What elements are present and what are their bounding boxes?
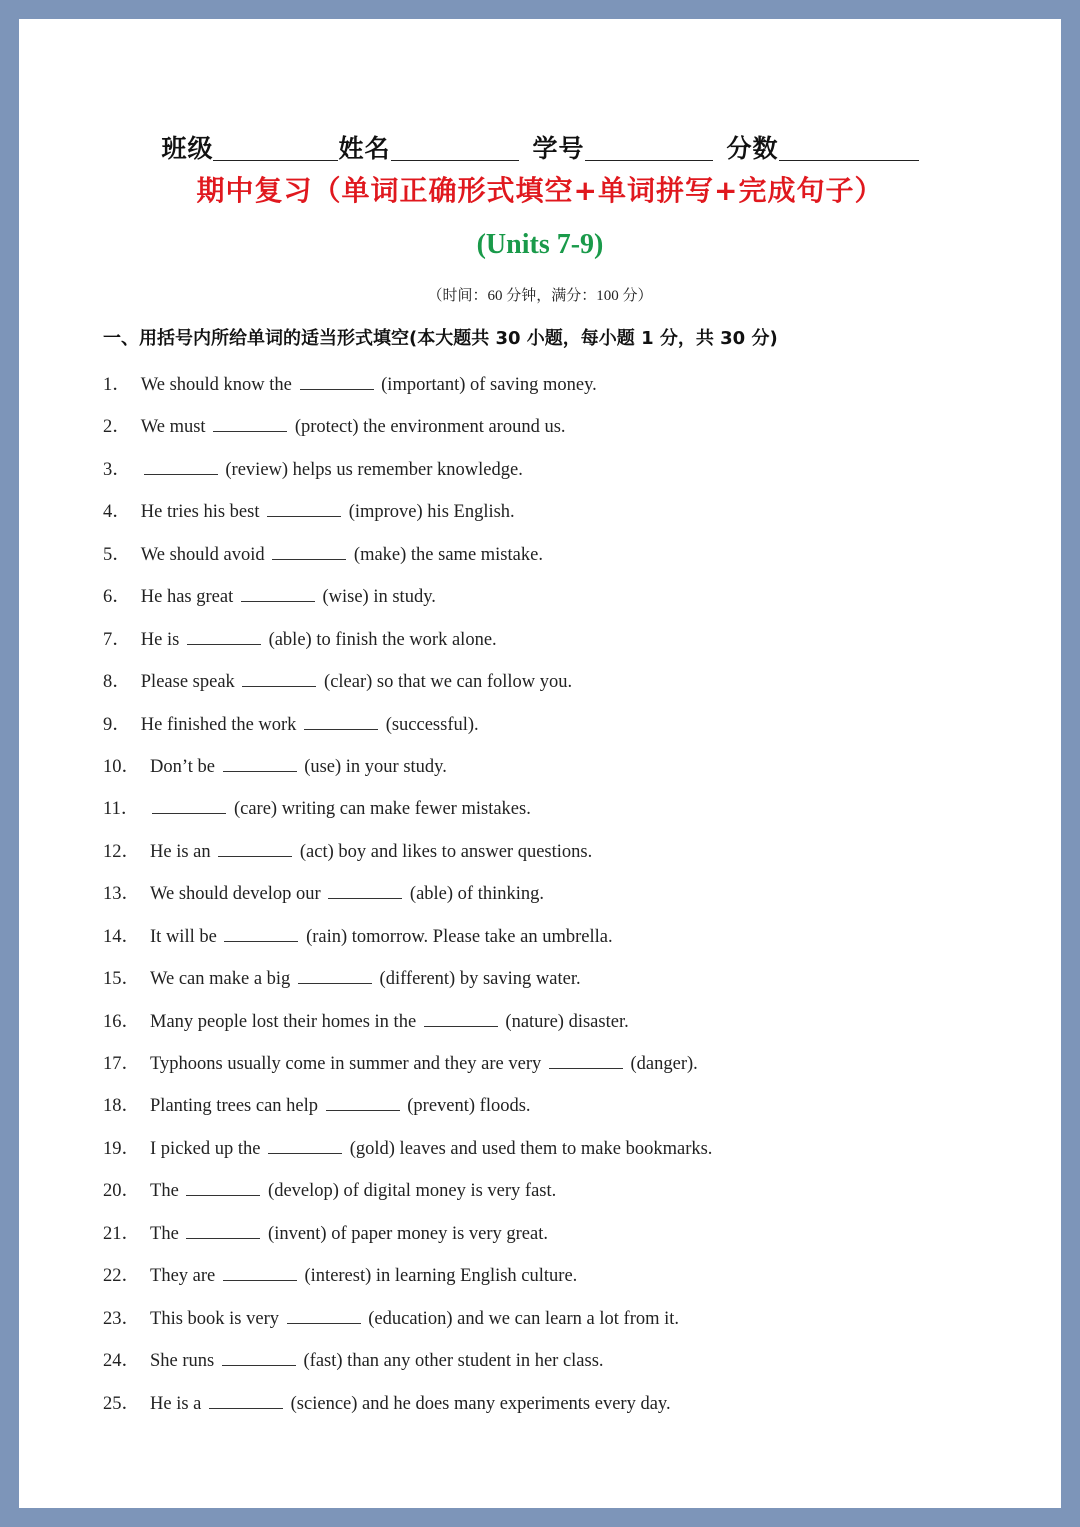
question-text-after: (danger). xyxy=(630,1054,698,1074)
question-item xyxy=(103,1043,1003,1085)
answer-blank[interactable] xyxy=(144,456,218,475)
question-number: 11． xyxy=(103,799,140,820)
question-text-before: We can make a big xyxy=(150,969,291,990)
question-text-before: We should know the xyxy=(140,375,292,395)
question-text-after: (clear) so that we can follow you. xyxy=(324,672,573,693)
answer-blank[interactable] xyxy=(152,795,226,814)
question-item xyxy=(103,788,1003,830)
question-text-after: (rain) tomorrow. Please take an umbrella. xyxy=(306,926,613,947)
name-field xyxy=(338,129,532,165)
question-item xyxy=(103,1085,1003,1127)
question-item xyxy=(103,661,1003,703)
question-number: 24． xyxy=(103,1351,141,1372)
question-item xyxy=(103,831,1003,873)
question-number: 6． xyxy=(103,587,131,608)
score-field xyxy=(727,129,919,165)
question-text-after: (gold) leaves and used them to make bookmarks. xyxy=(349,1138,713,1159)
score-label: 分数 xyxy=(726,134,779,163)
question-text-before: He has great xyxy=(140,587,234,608)
question-text-after: (use) in your study. xyxy=(304,756,447,777)
question-text-before: He is a xyxy=(150,1393,202,1414)
answer-blank[interactable] xyxy=(424,1008,498,1027)
class-blank[interactable] xyxy=(213,159,338,161)
question-number: 7． xyxy=(103,629,131,650)
answer-blank[interactable] xyxy=(187,626,261,645)
answer-blank[interactable] xyxy=(300,371,374,390)
question-text-before: Don’t be xyxy=(150,756,215,777)
question-text-after: (care) writing can make fewer mistakes. xyxy=(233,799,531,820)
question-list xyxy=(103,364,1003,1425)
question-text-before: He is an xyxy=(150,841,211,862)
class-label: 班级 xyxy=(161,134,214,163)
question-number: 14． xyxy=(103,926,141,947)
question-item xyxy=(103,1298,1003,1340)
class-field xyxy=(161,129,338,165)
student-number-field xyxy=(533,129,727,165)
question-item xyxy=(103,1001,1003,1043)
answer-blank[interactable] xyxy=(209,1390,283,1409)
answer-blank[interactable] xyxy=(549,1050,623,1069)
question-number: 20． xyxy=(103,1181,141,1202)
answer-blank[interactable] xyxy=(287,1305,361,1324)
question-number: 16． xyxy=(103,1011,141,1032)
worksheet-page xyxy=(19,19,1061,1508)
question-text-after: (wise) in study. xyxy=(322,587,436,608)
question-number: 9． xyxy=(103,714,131,735)
question-text-after: (prevent) floods. xyxy=(407,1096,531,1117)
question-text-after: (able) of thinking. xyxy=(409,884,544,905)
answer-blank[interactable] xyxy=(223,753,297,772)
question-text-before: We should avoid xyxy=(140,544,265,565)
question-text-after: (science) and he does many experiments every day. xyxy=(290,1393,671,1414)
question-text-after: (make) the same mistake. xyxy=(353,544,543,565)
question-text-after: (invent) of paper money is very great. xyxy=(268,1223,548,1244)
question-number: 3． xyxy=(103,459,131,480)
question-number: 17． xyxy=(103,1054,141,1074)
question-text-before: He is xyxy=(140,629,180,650)
question-item xyxy=(103,534,1003,576)
worksheet-title: 期中复习（单词正确形式填空+单词拼写+完成句子） xyxy=(196,174,884,207)
question-item xyxy=(103,746,1003,788)
question-number: 12． xyxy=(103,841,141,862)
question-item xyxy=(103,704,1003,746)
question-number: 19． xyxy=(103,1138,141,1159)
answer-blank[interactable] xyxy=(304,711,378,730)
question-text-after: (able) to finish the work alone. xyxy=(268,629,497,650)
section-heading: 一、用括号内所给单词的适当形式填空(本大题共 30 小题，每小题 1 分，共 30 分) xyxy=(103,328,778,349)
question-text-after: (fast) than any other student in her class. xyxy=(303,1351,604,1372)
question-text-after: (important) of saving money. xyxy=(381,375,597,395)
question-text-after: (review) helps us remember knowledge. xyxy=(225,459,523,480)
question-item xyxy=(103,1255,1003,1297)
question-text-after: (interest) in learning English culture. xyxy=(304,1266,578,1287)
question-item xyxy=(103,406,1003,448)
question-item xyxy=(103,364,1003,406)
question-item xyxy=(103,576,1003,618)
question-number: 4． xyxy=(103,502,131,523)
question-text-before: We must xyxy=(140,417,206,438)
question-number: 21． xyxy=(103,1223,141,1244)
question-item xyxy=(103,916,1003,958)
time-and-score-info: （时间：60 分钟，满分：100 分） xyxy=(427,288,653,304)
question-item xyxy=(103,1170,1003,1212)
answer-blank[interactable] xyxy=(272,541,346,560)
question-text-before: Typhoons usually come in summer and they are very xyxy=(150,1054,542,1074)
answer-blank[interactable] xyxy=(242,668,316,687)
answer-blank[interactable] xyxy=(268,1135,342,1154)
question-text-after: (different) by saving water. xyxy=(379,969,581,990)
question-number: 25． xyxy=(103,1393,141,1414)
question-item xyxy=(103,1340,1003,1382)
question-text-before: The xyxy=(150,1223,179,1244)
question-text-before: He tries his best xyxy=(140,502,260,523)
student-info-row xyxy=(19,129,1061,165)
answer-blank[interactable] xyxy=(224,923,298,942)
question-text-before: She runs xyxy=(150,1351,215,1372)
question-text-after: (education) and we can learn a lot from it. xyxy=(368,1308,680,1329)
student-number-blank[interactable] xyxy=(585,159,713,161)
question-text-before: He finished the work xyxy=(140,714,297,735)
answer-blank[interactable] xyxy=(241,583,315,602)
question-text-after: (act) boy and likes to answer questions. xyxy=(299,841,593,862)
question-text-after: (successful). xyxy=(385,714,479,735)
question-number: 18． xyxy=(103,1096,141,1117)
score-blank[interactable] xyxy=(779,159,919,161)
question-number: 23． xyxy=(103,1308,141,1329)
question-item xyxy=(103,619,1003,661)
answer-blank[interactable] xyxy=(267,498,341,517)
question-text-before: This book is very xyxy=(150,1308,279,1329)
question-text-before: They are xyxy=(150,1266,216,1287)
question-number: 8． xyxy=(103,672,131,693)
question-number: 10． xyxy=(103,756,141,777)
answer-blank[interactable] xyxy=(213,413,287,432)
question-text-before: I picked up the xyxy=(150,1138,261,1159)
question-item xyxy=(103,491,1003,533)
answer-blank[interactable] xyxy=(218,838,292,857)
question-number: 15． xyxy=(103,969,141,990)
question-number: 13． xyxy=(103,884,141,905)
question-text-after: (protect) the environment around us. xyxy=(294,417,566,438)
question-item xyxy=(103,1383,1003,1425)
question-text-after: (improve) his English. xyxy=(348,502,515,523)
question-number: 22． xyxy=(103,1266,141,1287)
question-item xyxy=(103,449,1003,491)
question-item xyxy=(103,1213,1003,1255)
answer-blank[interactable] xyxy=(186,1177,260,1196)
name-blank[interactable] xyxy=(391,159,519,161)
question-text-after: (nature) disaster. xyxy=(505,1011,629,1032)
question-text-before: Planting trees can help xyxy=(150,1096,319,1117)
worksheet-subtitle: (Units 7-9) xyxy=(476,229,604,260)
question-item xyxy=(103,1128,1003,1170)
question-number: 1． xyxy=(103,375,131,395)
question-text-before: We should develop our xyxy=(150,884,321,905)
question-item xyxy=(103,873,1003,915)
answer-blank[interactable] xyxy=(186,1220,260,1239)
answer-blank[interactable] xyxy=(298,965,372,984)
question-text-before: Many people lost their homes in the xyxy=(150,1011,417,1032)
question-number: 2． xyxy=(103,417,131,438)
name-label: 姓名 xyxy=(338,134,391,163)
answer-blank[interactable] xyxy=(223,1262,297,1281)
question-text-before: The xyxy=(150,1181,179,1202)
student-number-label: 学号 xyxy=(532,134,585,163)
question-text-before: It will be xyxy=(150,926,217,947)
answer-blank[interactable] xyxy=(328,880,402,899)
answer-blank[interactable] xyxy=(326,1092,400,1111)
answer-blank[interactable] xyxy=(222,1347,296,1366)
question-item xyxy=(103,958,1003,1000)
question-text-before: Please speak xyxy=(140,672,235,693)
question-number: 5． xyxy=(103,544,131,565)
question-text-after: (develop) of digital money is very fast. xyxy=(268,1181,557,1202)
